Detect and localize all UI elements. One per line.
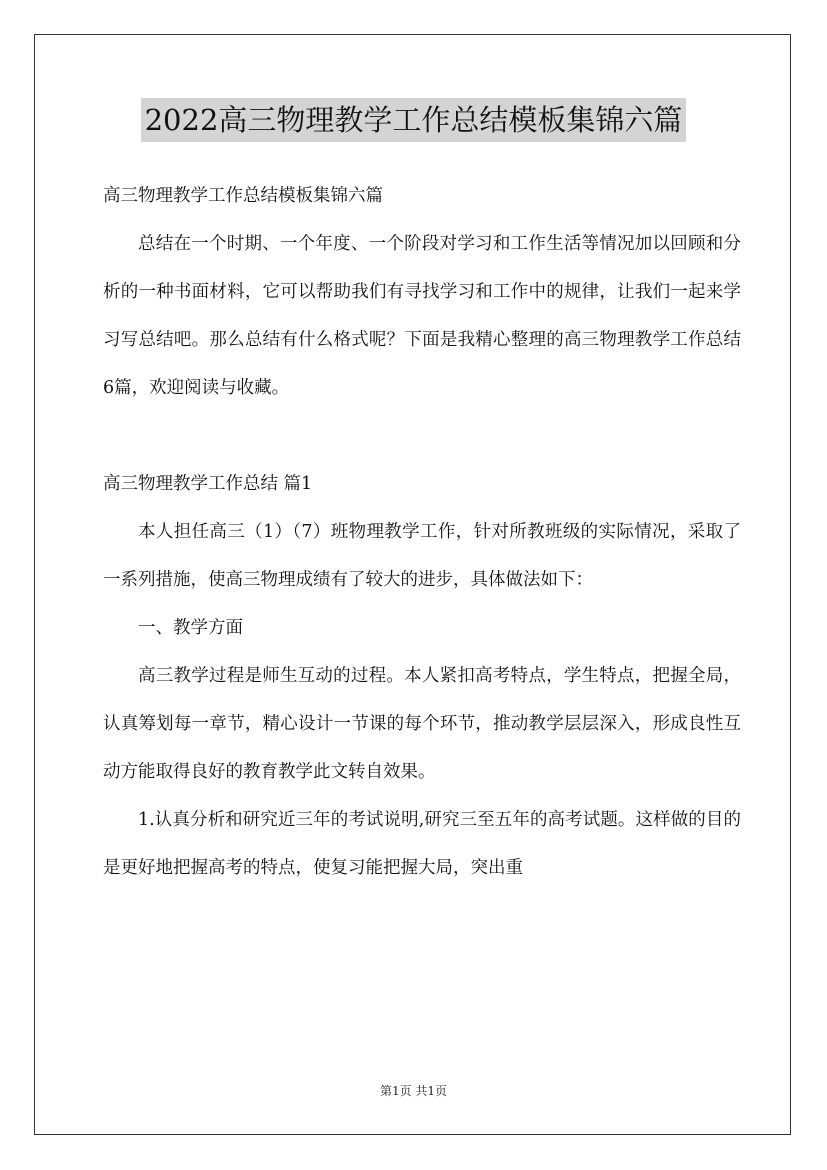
subsection-heading: 一、教学方面 (138, 618, 243, 638)
intro-paragraph: 总结在一个时期、一个年度、一个阶段对学习和工作生活等情况加以回顾和分析的一种书面材料，它可以帮助我们有寻找学习和工作中的规律，让我们一起来学习写总结吧。那么总结有什么格式呢？下面是我精心整理的高三物理教学工作总结6篇，欢迎阅读与收藏。 (103, 234, 741, 398)
body-paragraph: 1.认真分析和研究近三年的考试说明,研究三至五年的高考试题。这样做的目的是更好地把握高考的特点，使复习能把握大局，突出重 (103, 810, 741, 878)
page-footer: 第1页 共1页 (379, 1084, 448, 1098)
document-title: 2022高三物理教学工作总结模板集锦六篇 (141, 98, 687, 142)
section-heading: 高三物理教学工作总结 篇1 (103, 474, 313, 494)
section-spacer (103, 412, 741, 460)
body-paragraph: 高三教学过程是师生互动的过程。本人紧扣高考特点，学生特点，把握全局，认真筹划每一章节，精心设计一节课的每个环节，推动教学层层深入，形成良性互动方能取得良好的教育教学此文转自效果。 (103, 666, 741, 782)
document-subtitle: 高三物理教学工作总结模板集锦六篇 (103, 186, 383, 206)
title-container (0, 98, 827, 142)
document-body (103, 172, 741, 892)
body-paragraph: 本人担任高三（1）（7）班物理教学工作，针对所教班级的实际情况，采取了一系列措施，使高三物理成绩有了较大的进步，具体做法如下： (103, 522, 741, 590)
